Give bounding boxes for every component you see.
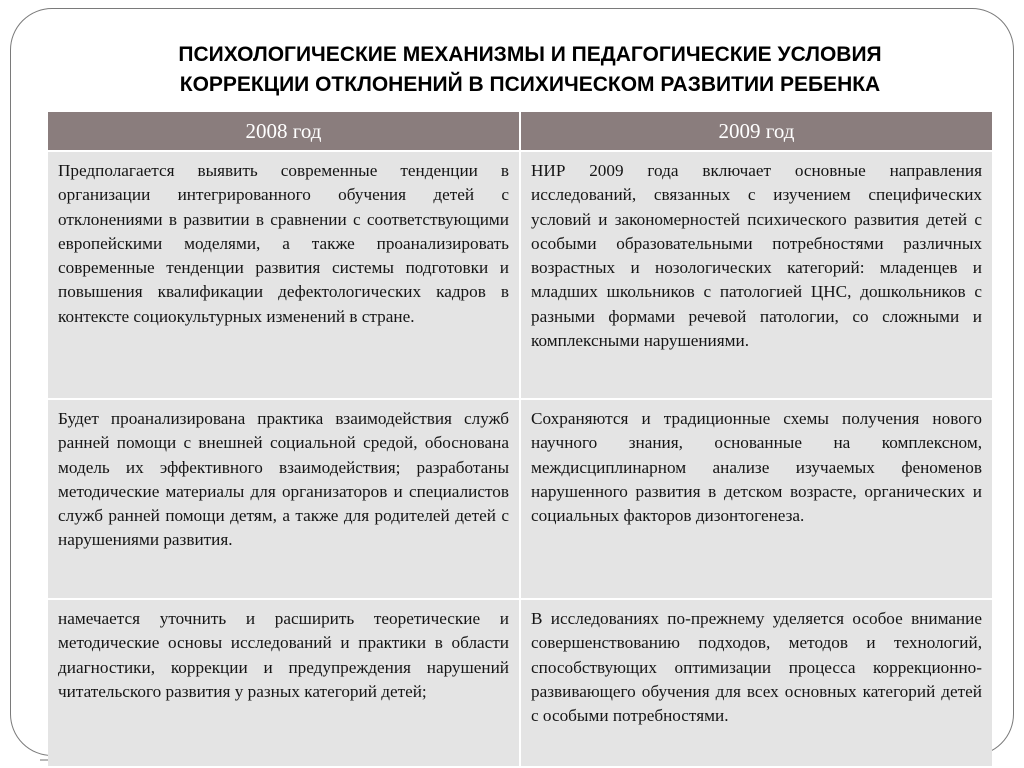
slide-title-line-1: ПСИХОЛОГИЧЕСКИЕ МЕХАНИЗМЫ И ПЕДАГОГИЧЕСКИЕ УСЛОВИЯ bbox=[178, 43, 882, 66]
table-row bbox=[48, 152, 992, 398]
table-row bbox=[48, 600, 992, 766]
table-cell-2008: Будет проанализирована практика взаимодействия служб ранней помощи с внешней социальной средой, обоснована модель их эффективного взаимодействия; разработаны методические материалы для организаторов и специалистов служб ранней помощи детям, а также для родителей детей с нарушениями развития. bbox=[48, 400, 519, 598]
slide-title-line-2: КОРРЕКЦИИ ОТКЛОНЕНИЙ В ПСИХИЧЕСКОМ РАЗВИТИИ РЕБЕНКА bbox=[179, 73, 881, 96]
table-cell-2008: намечается уточнить и расширить теоретические и методические основы исследований и практики в области диагностики, коррекции и предупреждения нарушений читательского развития у разных категорий детей; bbox=[48, 600, 519, 766]
table-header-2009: 2009 год bbox=[521, 112, 992, 150]
table-cell-2008: Предполагается выявить современные тенденции в организации интегрированного обучения детей с отклонениями в развитии в сравнении с соответствующими европейскими моделями, а также проанализировать современные тенденции развития системы подготовки и повышения квалификации дефектологических кадров в контексте социокультурных изменений в стране. bbox=[48, 152, 519, 398]
table-cell-2009: Сохраняются и традиционные схемы получения нового научного знания, основанные на комплексном, междисциплинарном анализе изучаемых феноменов нарушенного развития в детском возрасте, органических и социальных факторов дизонтогенеза. bbox=[521, 400, 992, 598]
comparison-table bbox=[48, 112, 992, 766]
table-cell-2009: НИР 2009 года включает основные направления исследований, связанных с изучением специфических условий и закономерностей психического развития детей с особыми образовательными потребностями различных возрастных и нозологических категорий: младенцев и младших школьников с патологией ЦНС, дошкольников с разными формами речевой патологии, со сложными и комплексными нарушениями. bbox=[521, 152, 992, 398]
table-header-row bbox=[48, 112, 992, 150]
table-row bbox=[48, 400, 992, 598]
table-cell-2009: В исследованиях по-прежнему уделяется особое внимание совершенствованию подходов, методов и технологий, способствующих оптимизации процесса коррекционно-развивающего обучения для всех основных категорий детей с особыми потребностями. bbox=[521, 600, 992, 766]
table-header-2008: 2008 год bbox=[48, 112, 519, 150]
slide-title bbox=[70, 40, 990, 100]
